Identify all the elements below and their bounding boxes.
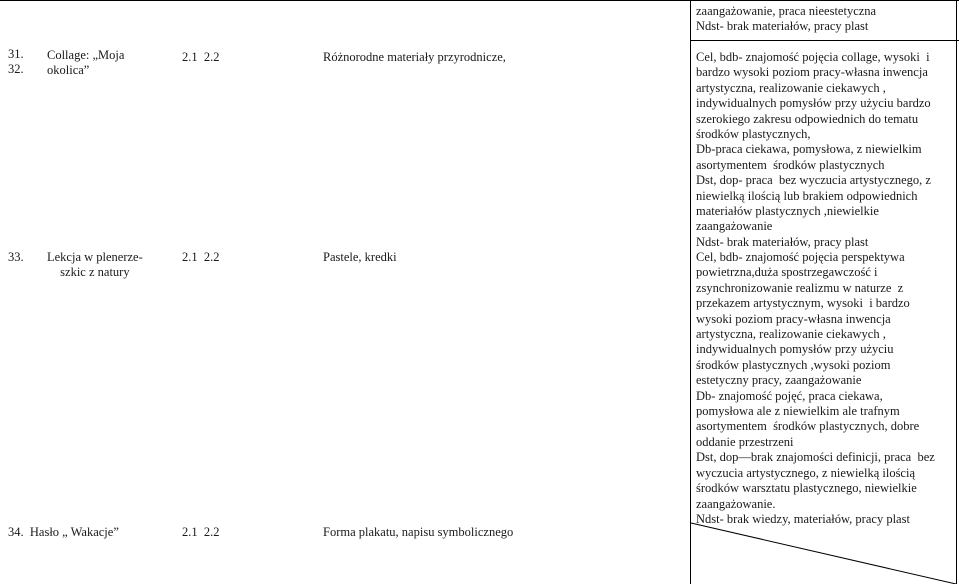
lesson-topic [47, 250, 143, 281]
topic-line: okolica” [47, 63, 90, 78]
criteria-line: pomysłowa ale z niewielkim ale trafnym [696, 404, 900, 419]
criteria-line: Ndst- brak materiałów, pracy plast [696, 19, 869, 34]
criteria-line: wyczucia artystycznego, z niewielką ilością [696, 465, 916, 480]
criteria-line: asortymentem środków plastycznych [696, 157, 885, 172]
criteria-line: środków warsztatu plastycznego, niewielkie [696, 481, 917, 496]
lesson-number-line: 31. [8, 47, 24, 61]
lesson-number-line: 33. [8, 250, 24, 264]
criteria-line: szerokiego zakresu odpowiednich do tematu [696, 111, 919, 126]
curriculum-codes: 2.1 2.2 [182, 50, 220, 64]
topic-line: Lekcja w plenerze- [47, 250, 143, 264]
lesson-number-line: 32. [8, 62, 24, 77]
lesson-number [8, 250, 24, 265]
criteria-line: przekazem artystycznym, wysoki i bardzo [696, 296, 910, 311]
criteria-line: asortymentem środków plastycznych, dobre [696, 419, 920, 434]
criteria-line: Db- znajomość pojęć, praca ciekawa, [696, 388, 883, 403]
criteria-line: powietrzna,duża spostrzegawczość i [696, 265, 878, 280]
lesson-topic: 34. Hasło „ Wakacje” [8, 525, 119, 539]
criteria-line: Ndst- brak materiałów, pracy plast [696, 234, 869, 249]
criteria-line: Db-praca ciekawa, pomysłowa, z niewielkim [696, 142, 922, 157]
criteria-line: wysoki poziom pracy-własna inwencja [696, 311, 891, 326]
lesson-content: Różnorodne materiały przyrodnicze, [323, 50, 506, 64]
criteria-line: Dst, dop—brak znajomości definicji, praca bez [696, 450, 935, 465]
lesson-content: Pastele, kredki [323, 250, 397, 264]
grading-criteria [696, 50, 931, 250]
criteria-line: Cel, bdb- znajomość pojęcia collage, wysoki i [696, 50, 930, 64]
curriculum-codes: 2.1 2.2 [182, 525, 220, 539]
carryover-criteria [696, 4, 876, 35]
lesson-topic [47, 48, 124, 79]
lesson-content: Forma plakatu, napisu symbolicznego [323, 525, 514, 539]
criteria-line: estetyczny pracy, zaangażowanie [696, 373, 862, 388]
criteria-line: środków plastycznych ,wysoki poziom [696, 357, 891, 372]
criteria-line: zaangażowanie [696, 219, 773, 234]
topic-line: Collage: „Moja [47, 48, 125, 62]
criteria-line: materiałów plastycznych ,niewielkie [696, 204, 879, 219]
criteria-line: Cel, bdb- znajomość pojęcia perspektywa [696, 250, 905, 264]
grading-criteria [696, 250, 935, 527]
criteria-line: artystyczna, realizowanie ciekawych , [696, 80, 886, 95]
criteria-line: środków plastycznych, [696, 127, 811, 142]
criteria-line: zaangażowanie. [696, 496, 776, 511]
lesson-number [8, 47, 24, 78]
criteria-line: Dst, dop- praca bez wyczucia artystycznego, z [696, 173, 931, 188]
criteria-line: zsynchronizowanie realizmu w naturze z [696, 280, 904, 295]
criteria-line: oddanie przestrzeni [696, 434, 794, 449]
curriculum-codes: 2.1 2.2 [182, 250, 220, 264]
criteria-line: indywidualnych pomysłów przy użyciu [696, 342, 894, 357]
criteria-line: bardzo wysoki poziom pracy-własna inwencja [696, 65, 928, 80]
criteria-line: niewielką ilością lub brakiem odpowiednich [696, 188, 918, 203]
criteria-line: indywidualnych pomysłów przy użyciu bardzo [696, 96, 931, 111]
criteria-line: artystyczna, realizowanie ciekawych , [696, 327, 886, 342]
criteria-line: zaangażowanie, praca nieestetyczna [696, 4, 877, 18]
criteria-line: Ndst- brak wiedzy, materiałów, pracy plast [696, 511, 910, 526]
topic-line: szkic z natury [60, 265, 130, 280]
